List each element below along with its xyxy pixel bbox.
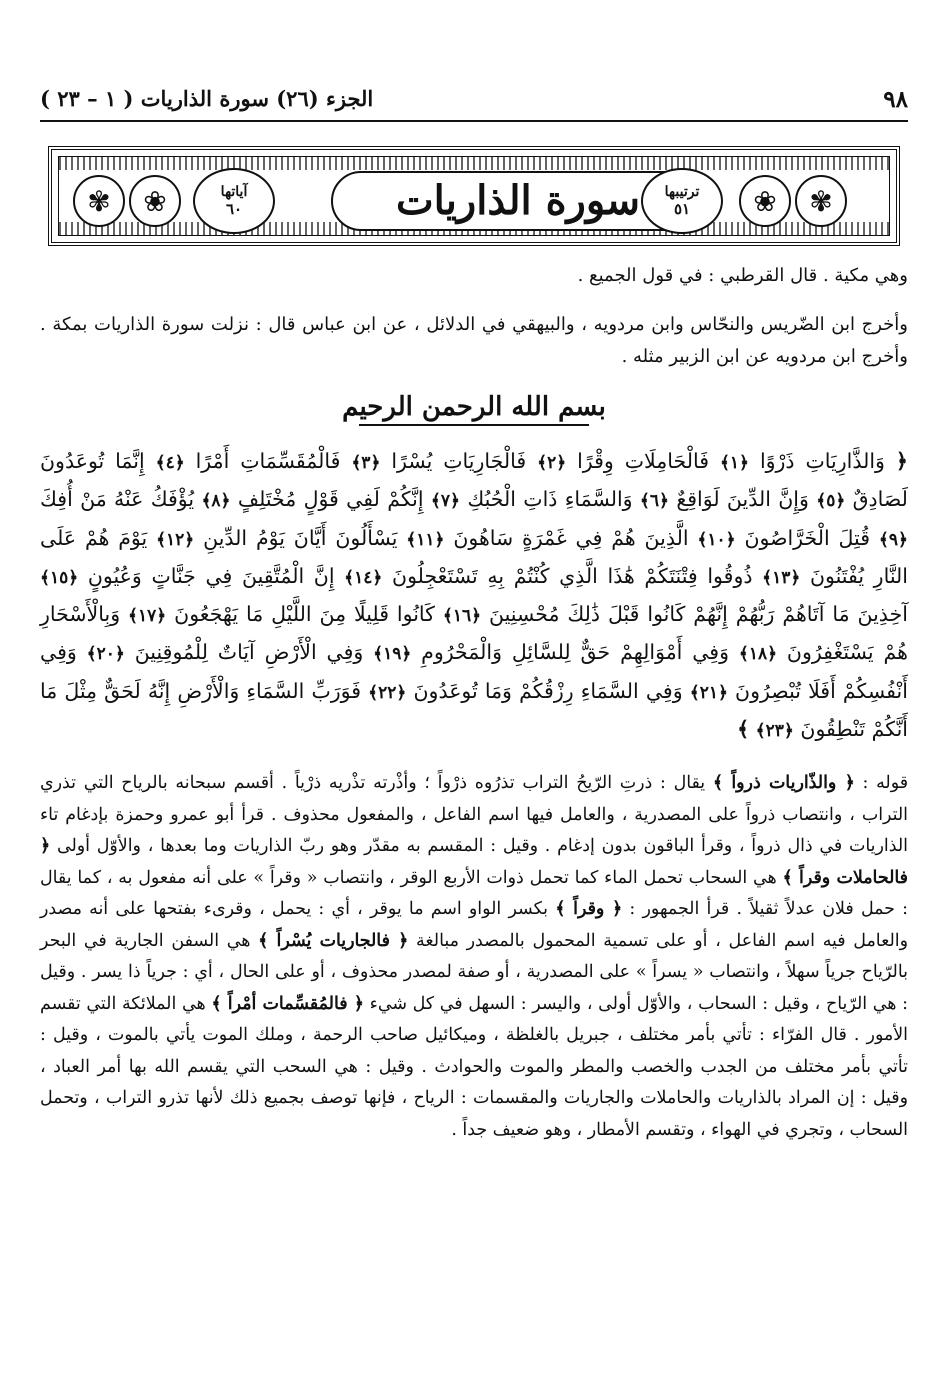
commentary-text: يقال : ذرتِ الرّيحُ التراب تذرُوه ذرْواً ؛ وأذْرته تذْريه ذرْياً . أقسم سبحانه بالرياح التي تذري التراب ، وانتصاب ذرواً على المصدرية ، والعامل فيها اسم الفاعل ، والمفعول محذوف . قرأ أبو عمرو وحمزة بإدغام تاء الذاريات في ذال ذرواً ، وقرأ الباقون بدون إدغام . وقيل : المقسم به مقدّر وهو ربّ الذاريات وما بعدها ، والأوّل أولى xyxy=(40,773,908,856)
verse-text: وَالسَّمَاءِ ذَاتِ الْحُبُكِ xyxy=(467,487,633,512)
verse-text: قُتِلَ الْخَرَّاصُونَ xyxy=(744,525,871,550)
verse-text: يَوْمَ هُمْ عَلَى النَّارِ يُفْتَنُونَ xyxy=(40,525,908,588)
floral-ornament-icon: ❀ xyxy=(129,175,181,227)
verse-text: يُؤْفَكُ عَنْهُ مَنْ أُفِكَ xyxy=(40,487,195,512)
basmala-text: بسم الله الرحمن الرحيم xyxy=(342,392,606,422)
floral-ornament-icon: ✾ xyxy=(795,175,847,227)
verse-text: يَسْأَلُونَ أَيَّانَ يَوْمُ الدِّينِ xyxy=(203,525,398,550)
ayah-number: ﴿١٦﴾ xyxy=(442,606,482,627)
verse-text: وَفِي الْأَرْضِ آيَاتٌ لِلْمُوقِنِينَ xyxy=(134,640,364,665)
ayah-number: ﴿١٧﴾ xyxy=(128,606,167,627)
surah-title: سورة الذاريات xyxy=(395,177,641,224)
quran-verses xyxy=(40,443,908,749)
verse-text: وَفِي أَمْوَالِهِمْ حَقٌّ لِلسَّائِلِ وَالْمَحْرُومِ xyxy=(421,640,730,665)
floral-ornament-icon: ✾ xyxy=(73,175,125,227)
page-number: ٩٨ xyxy=(883,86,908,113)
ayah-number: ﴿٢٢﴾ xyxy=(368,682,407,703)
floral-ornament-icon: ❀ xyxy=(739,175,791,227)
ayah-number: ﴿١٥﴾ xyxy=(40,567,79,588)
commentary xyxy=(40,768,908,1146)
verse-text: وَفِي أَنْفُسِكُمْ أَفَلَا تُبْصِرُونَ xyxy=(40,640,908,703)
ayah-number: ﴿٣﴾ xyxy=(351,453,381,473)
running-title: الجزء (٢٦) سورة الذاريات ( ١ – ٢٣ ) xyxy=(40,86,374,111)
verse-text: فَالْحَامِلَاتِ وِقْرًا xyxy=(577,449,710,473)
verse-text: فَوَرَبِّ السَّمَاءِ وَالْأَرْضِ إِنَّهُ لَحَقٌّ مِثْلَ مَا أَنَّكُمْ تَنْطِقُونَ xyxy=(40,678,908,742)
intro-line: وهي مكية . قال القرطبي : في قول الجميع . xyxy=(577,265,908,286)
basmala-underline xyxy=(359,424,589,426)
commentary-text: هي الملائكة التي تقسم الأمور . قال الفرّاء : تأتي بأمر مختلف ، جبريل بالغلظة ، وميكائيل صاحب الرحمة ، وملك الموت يأتي بالموت ، وقيل : تأتي بأمر مختلف من الجدب والخصب والمطر والموت والحوادث . وقيل : هي السحب التي يقسم الله بها أمر العباد ، وقيل : إن المراد بالذاريات والحاملات والجاريات والمقسمات : الرياح ، فإنها توصف بجميع ذلك لأنها تذرو التراب ، وتحمل السحاب ، وتجري في الهواء ، وتقسم الأمطار ، وهو ضعيف جداً . xyxy=(40,993,908,1140)
verse-text: فَالْمُقَسِّمَاتِ أَمْرًا xyxy=(195,449,341,473)
ayah-number: ﴿٢٠﴾ xyxy=(86,644,125,665)
verse-text: الَّذِينَ هُمْ فِي غَمْرَةٍ سَاهُونَ xyxy=(453,525,689,550)
quoted-verse: ﴿ وقراً ﴾ xyxy=(555,899,623,919)
verse-text: كَانُوا قَلِيلًا مِنَ اللَّيْلِ مَا يَهْجَعُونَ xyxy=(174,602,435,627)
quoted-verse: ﴿ فالمُقسِّمات أمْراً ﴾ xyxy=(211,993,364,1014)
ayah-number: ﴿٧﴾ xyxy=(430,491,460,512)
ayah-number: ﴿٢١﴾ xyxy=(689,682,728,703)
ayah-number: ﴿٩﴾ xyxy=(878,529,908,550)
ayah-number: ﴿١٩﴾ xyxy=(373,644,412,665)
ayah-number: ﴿١٨﴾ xyxy=(738,644,778,665)
ayah-number: ﴿٦﴾ xyxy=(639,491,669,512)
quoted-verse: ﴿ فالجاريات يُسْراً ﴾ xyxy=(258,930,409,951)
verse-text: إِنَّمَا تُوعَدُونَ لَصَادِقٌ xyxy=(40,449,908,512)
running-header xyxy=(40,84,908,122)
quran-close-bracket: ﴾ xyxy=(737,717,750,742)
banner-border-band xyxy=(59,157,889,170)
quoted-verse: ﴿ والذّاريات ذرواً ﴾ xyxy=(712,773,855,793)
ayah-number: ﴿٨﴾ xyxy=(201,491,231,512)
commentary-text: هي السفن الجارية في البحر بالرّياح جرياً سهلاً ، وانتصاب « يسراً » على المصدرية ، أو صفة لمصدر محذوف ، أو على الحال ، أي : جرياً ذا يسر . وقيل : هي الرّياح ، وقيل : السحاب ، والأوّل أولى ، واليسر : السهل في كل شيء xyxy=(40,930,908,1014)
commentary-text: قوله : xyxy=(854,773,909,793)
verse-text: إِنَّ الْمُتَّقِينَ فِي جَنَّاتٍ وَعُيُونٍ xyxy=(87,563,335,588)
ayah-number: ﴿١٤﴾ xyxy=(344,567,383,588)
verse-text: إِنَّكُمْ لَفِي قَوْلٍ مُخْتَلِفٍ xyxy=(237,487,424,512)
verse-text: وَإِنَّ الدِّينَ لَوَاقِعٌ xyxy=(676,487,809,512)
ayah-number: ﴿٤﴾ xyxy=(155,453,185,473)
order-medallion xyxy=(641,168,723,234)
commentary-text: بكسر الواو اسم ما يوقر ، أي : يحمل ، وقرىء بفتحها على أنه مصدر والعامل فيه اسم الفاعل ، أو على تسمية المحمول بالمصدر مبالغة xyxy=(40,899,908,951)
intro-paragraph: وأخرج ابن الضّريس والنحّاس وابن مردويه ، والبيهقي في الدلائل ، عن ابن عباس قال : نزلت سورة الذاريات بمكة . وأخرج ابن مردويه عن ابن الزبير مثله . xyxy=(40,314,908,367)
verse-text: وَبِالْأَسْحَارِ هُمْ يَسْتَغْفِرُونَ xyxy=(40,602,908,665)
order-number: ٥١ xyxy=(673,200,691,218)
verse-text: وَفِي السَّمَاءِ رِزْقُكُمْ وَمَا تُوعَدُونَ xyxy=(413,678,683,703)
surah-banner xyxy=(48,146,900,246)
quran-open-bracket: ﴿ xyxy=(895,449,908,473)
verses-count-medallion xyxy=(193,168,275,234)
ayah-number: ﴿١١﴾ xyxy=(406,529,445,550)
verse-text: ذُوقُوا فِتْنَتَكُمْ هَٰذَا الَّذِي كُنْتُمْ بِهِ تَسْتَعْجِلُونَ xyxy=(392,563,753,588)
banner-frame xyxy=(58,156,890,236)
commentary-text: هي السحاب تحمل الماء كما تحمل ذوات الأربع الوقر ، وانتصاب « وقراً » على أنه مفعول به ، كما يقال : حمل فلان عدلاً ثقيلاً . قرأ الجمهور : xyxy=(40,867,908,919)
order-label: ترتيبها xyxy=(664,184,700,200)
verses-count: ٦٠ xyxy=(225,200,243,218)
verses-label: آياتها xyxy=(220,184,248,200)
ayah-number: ﴿٥﴾ xyxy=(816,491,846,512)
ayah-number: ﴿١٠﴾ xyxy=(697,529,736,550)
ayah-number: ﴿٢٣﴾ xyxy=(755,721,794,742)
ayah-number: ﴿٢﴾ xyxy=(537,453,567,473)
verse-text: آخِذِينَ مَا آتَاهُمْ رَبُّهُمْ إِنَّهُمْ كَانُوا قَبْلَ ذَٰلِكَ مُحْسِنِينَ xyxy=(488,602,908,627)
quoted-verse: ﴿ فالحاملات وقراً ﴾ xyxy=(40,836,908,888)
basmala xyxy=(0,392,948,426)
verse-text: وَالذَّارِيَاتِ ذَرْوًا xyxy=(759,449,885,473)
ayah-number: ﴿١٢﴾ xyxy=(156,529,195,550)
verse-text: فَالْجَارِيَاتِ يُسْرًا xyxy=(391,449,527,473)
ayah-number: ﴿١٣﴾ xyxy=(762,567,801,588)
ayah-number: ﴿١﴾ xyxy=(719,453,750,473)
